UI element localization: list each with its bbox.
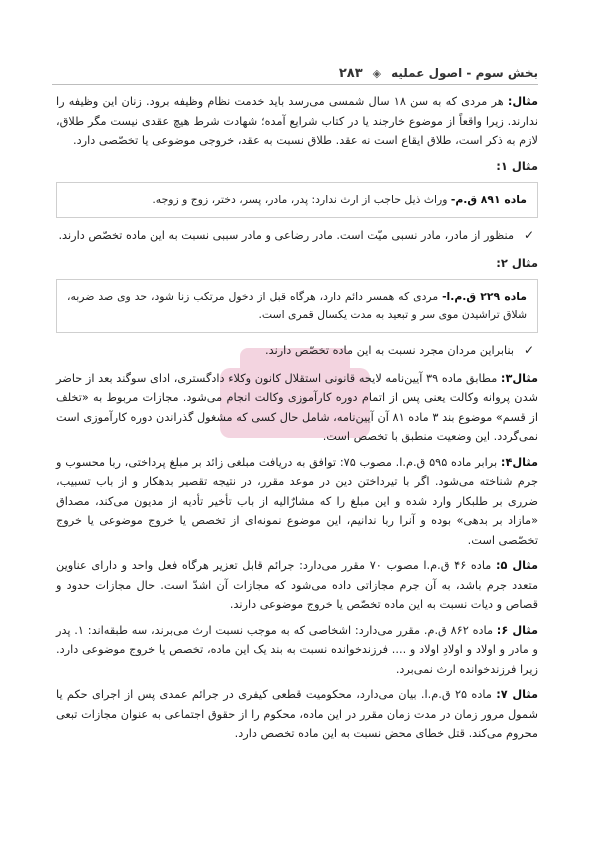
intro-label: مثال: [507,95,538,108]
intro-paragraph [56,92,538,151]
article-text-1: وراث ذیل حاجب از ارث ندارد: پدر، مادر، پسر، دختر، زوج و زوجه. [152,193,451,206]
checkmark-icon: ✓ [523,343,534,357]
page-body [56,92,538,750]
note-2 [56,341,538,361]
note-2-text: بنابراین مردان مجرد نسبت به این ماده تخصّص دارند. [265,344,514,357]
ornament-icon: ◈ [372,66,382,80]
chapter-title: بخش سوم - اصول عملیه [391,66,538,80]
law-article-box-1 [56,182,538,218]
example-3-paragraph [56,369,538,447]
running-header [52,62,538,84]
example-6-paragraph [56,621,538,680]
example-4-paragraph [56,453,538,551]
note-1 [56,226,538,246]
header-divider [52,84,538,85]
example-7-label: مثال ۷: [496,688,539,701]
example-7-paragraph [56,685,538,744]
example-5-text: ماده ۴۶ ق.م.ا مصوب ۷۰ مقرر می‌دارد: جرائم قابل تعزیر هرگاه فعل واحد و دارای عناوین متعدد جرم باشد، به آن جرم مجازاتی داده می‌شود که مجازات آن اشدّ است. حال مجازات حدود و قصاص و دیات نسبت به این ماده تخصّص یا خروج موضوعی دارند. [56,559,538,611]
note-1-text: منظور از مادر، مادر نسبی میّت است. مادر رضاعی و مادر سببی نسبت به این ماده تخصّص دارند. [58,229,514,242]
article-label-2: ماده ۲۲۹ ق.م.ا- [442,290,527,303]
example-4-text: برابر ماده ۵۹۵ ق.م.ا. مصوب ۷۵: توافق به دریافت مبلغی زائد بر مبلغ پرداختی، ربا محسوب و جرم شناخته می‌شود. اگر با تیرداختن دین در موعد مقرر، در نتیجه تقصیر بدهکار و از باب تسبیب، ضرری بر طلبکار وارد شده و این مبلغ را که مشارٌالیه از باب تأخیر تأدیه از مدیون می‌کند، مصداق «مازاد بر بدهی» بوده و آنرا ربا ندانیم، این موضوع نمونه‌ای از تخصص یا خروج موضوعی یا خروج تخصّصی است. [56,455,538,547]
example-1-heading: مثال ۱: [496,158,538,173]
page-number: ۲۸۳ [338,65,363,81]
example-4-label: مثال۴: [500,455,539,469]
example-5-paragraph [56,556,538,615]
example-2-heading: مثال ۲: [496,255,538,270]
example-3-text: مطابق ماده ۳۹ آیین‌نامه لایحه قانونی استقلال کانون وکلاء دادگستری، ادای سوگند بعد از حاضر شدن پروانه وکالت یعنی پس از اتمام دوره کارآموزی وکالت انجام می‌شود. مجازات مربوط به «تخلف از قسم» موضوع بند ۳ ماده ۸۱ آن آیین‌نامه، شامل حال کسی که مشغول گذراندن دوره کارآموزی است نمی‌گردد. این وضعیت منطبق با تخصص است. [56,371,539,443]
article-text-2: مردی که همسر دائم دارد، هرگاه قبل از دخول مرتکب زنا شود، حد وی صد ضربه، شلاق تراشیدن موی سر و تبعید به مدت یکسال قمری است. [67,290,527,321]
example-6-label: مثال ۶: [496,623,539,637]
article-label-1: ماده ۸۹۱ ق.م- [450,193,527,206]
example-5-label: مثال ۵: [495,559,539,572]
intro-text: هر مردی که به سن ۱۸ سال شمسی می‌رسد باید خدمت نظام وظیفه برود. زنان این وظیفه را ندارند. زیرا واقعاً از موضوع خارجند یا در کتاب شرایع آمده؛ شهادت شرط هیچ عقدی نیست مگر طلاق، لازم به ذکر است، طلاق ایقاع است نه عقد. طلاق نسبت به عقد، خروجی موضوعی یا تخصّصی دارد. [56,95,538,147]
example-3-label: مثال۳: [500,371,538,385]
example-6-text: ماده ۸۶۲ ق.م. مقرر می‌دارد: اشخاصی که به موجب نسبت ارث می‌برند، سه طبقه‌اند: ۱. پدر و مادر و اولاد و اولادِ اولاد و .... فرزندخوانده نسبت به بند یک این ماده، تخصص یا خروج موضوعی دارد. زیرا فرزندخوانده ارث نمی‌برد. [56,623,538,676]
checkmark-icon: ✓ [523,228,534,242]
law-article-box-2 [56,279,538,333]
example-7-text: ماده ۲۵ ق.م.ا. بیان می‌دارد، محکومیت قطعی کیفری در جرائم عمدی پس از اجرای حکم یا شمول مرور زمان در مدت زمان مقرر در این ماده، محکوم را از حقوق اجتماعی به عنوان مجازات تبعی محروم می‌کند. قتل خطای محض نسبت به این ماده تخصص دارد. [56,688,538,740]
